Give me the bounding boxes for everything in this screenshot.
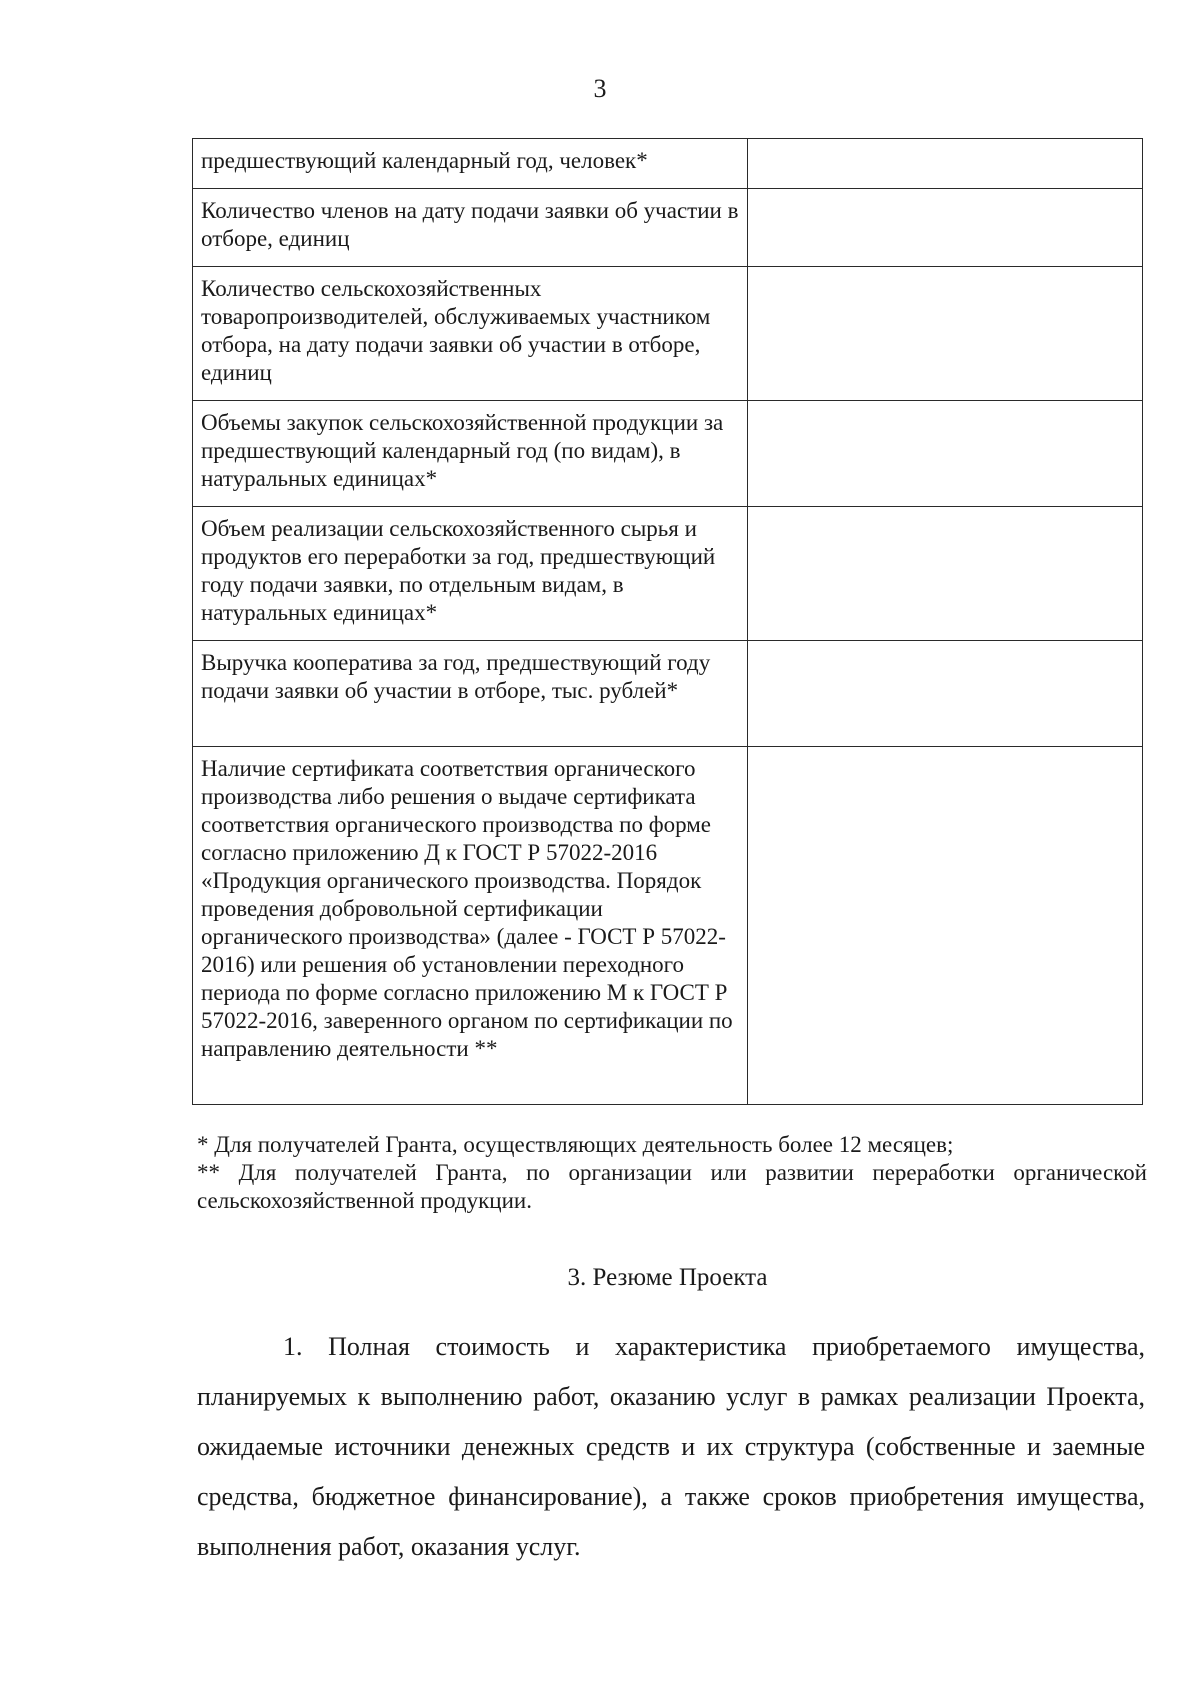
row-value-cell [748, 507, 1143, 641]
table-row [193, 267, 1143, 401]
row-label: Выручка кооператива за год, предшествующий году подачи заявки об участии в отборе, тыс. рублей* [193, 641, 748, 747]
table-row [193, 189, 1143, 267]
row-label: Объемы закупок сельскохозяйственной продукции за предшествующий календарный год (по видам), в натуральных единицах* [193, 401, 748, 507]
row-label: Количество сельскохозяйственных товаропроизводителей, обслуживаемых участником отбора, на дату подачи заявки об участии в отборе, единиц [193, 267, 748, 401]
row-value-cell [748, 189, 1143, 267]
row-label: Наличие сертификата соответствия органического производства либо решения о выдаче сертификата соответствия органического производства по форме согласно приложению Д к ГОСТ Р 57022-2016 «Продукция органического производства. Порядок проведения добровольной сертификации органического производства» (далее - ГОСТ Р 57022-2016) или решения об установлении переходного периода по форме согласно приложению М к ГОСТ Р 57022-2016, заверенного органом по сертификации по направлению деятельности ** [193, 747, 748, 1105]
section-paragraph: 1. Полная стоимость и характеристика приобретаемого имущества, планируемых к выполнению работ, оказанию услуг в рамках реализации Проекта, ожидаемые источники денежных средств и их структура (собственные и заемные средства, бюджетное финансирование), а также сроков приобретения имущества, выполнения работ, оказания услуг. [197, 1332, 1145, 1561]
row-label: Объем реализации сельскохозяйственного сырья и продуктов его переработки за год, предшествующий году подачи заявки, по отдельным видам, в натуральных единицах* [193, 507, 748, 641]
table-row [193, 401, 1143, 507]
footnotes [197, 1131, 1147, 1215]
table-row [193, 139, 1143, 189]
table-row [193, 507, 1143, 641]
row-value-cell [748, 267, 1143, 401]
table-row [193, 747, 1143, 1105]
footnote-single-star: * Для получателей Гранта, осуществляющих деятельность более 12 месяцев; [197, 1132, 954, 1157]
section-heading: 3. Резюме Проекта [567, 1264, 768, 1291]
row-label: Количество членов на дату подачи заявки об участии в отборе, единиц [193, 189, 748, 267]
table-row [193, 641, 1143, 747]
footnote-double-star: ** Для получателей Гранта, по организации или развитии переработки органической сельскохозяйственной продукции. [197, 1160, 1147, 1213]
row-value-cell [748, 641, 1143, 747]
row-label: предшествующий календарный год, человек* [193, 139, 748, 189]
row-value-cell [748, 747, 1143, 1105]
row-value-cell [748, 401, 1143, 507]
row-value-cell [748, 139, 1143, 189]
data-table [192, 138, 1143, 1105]
page-number: 3 [593, 74, 607, 103]
